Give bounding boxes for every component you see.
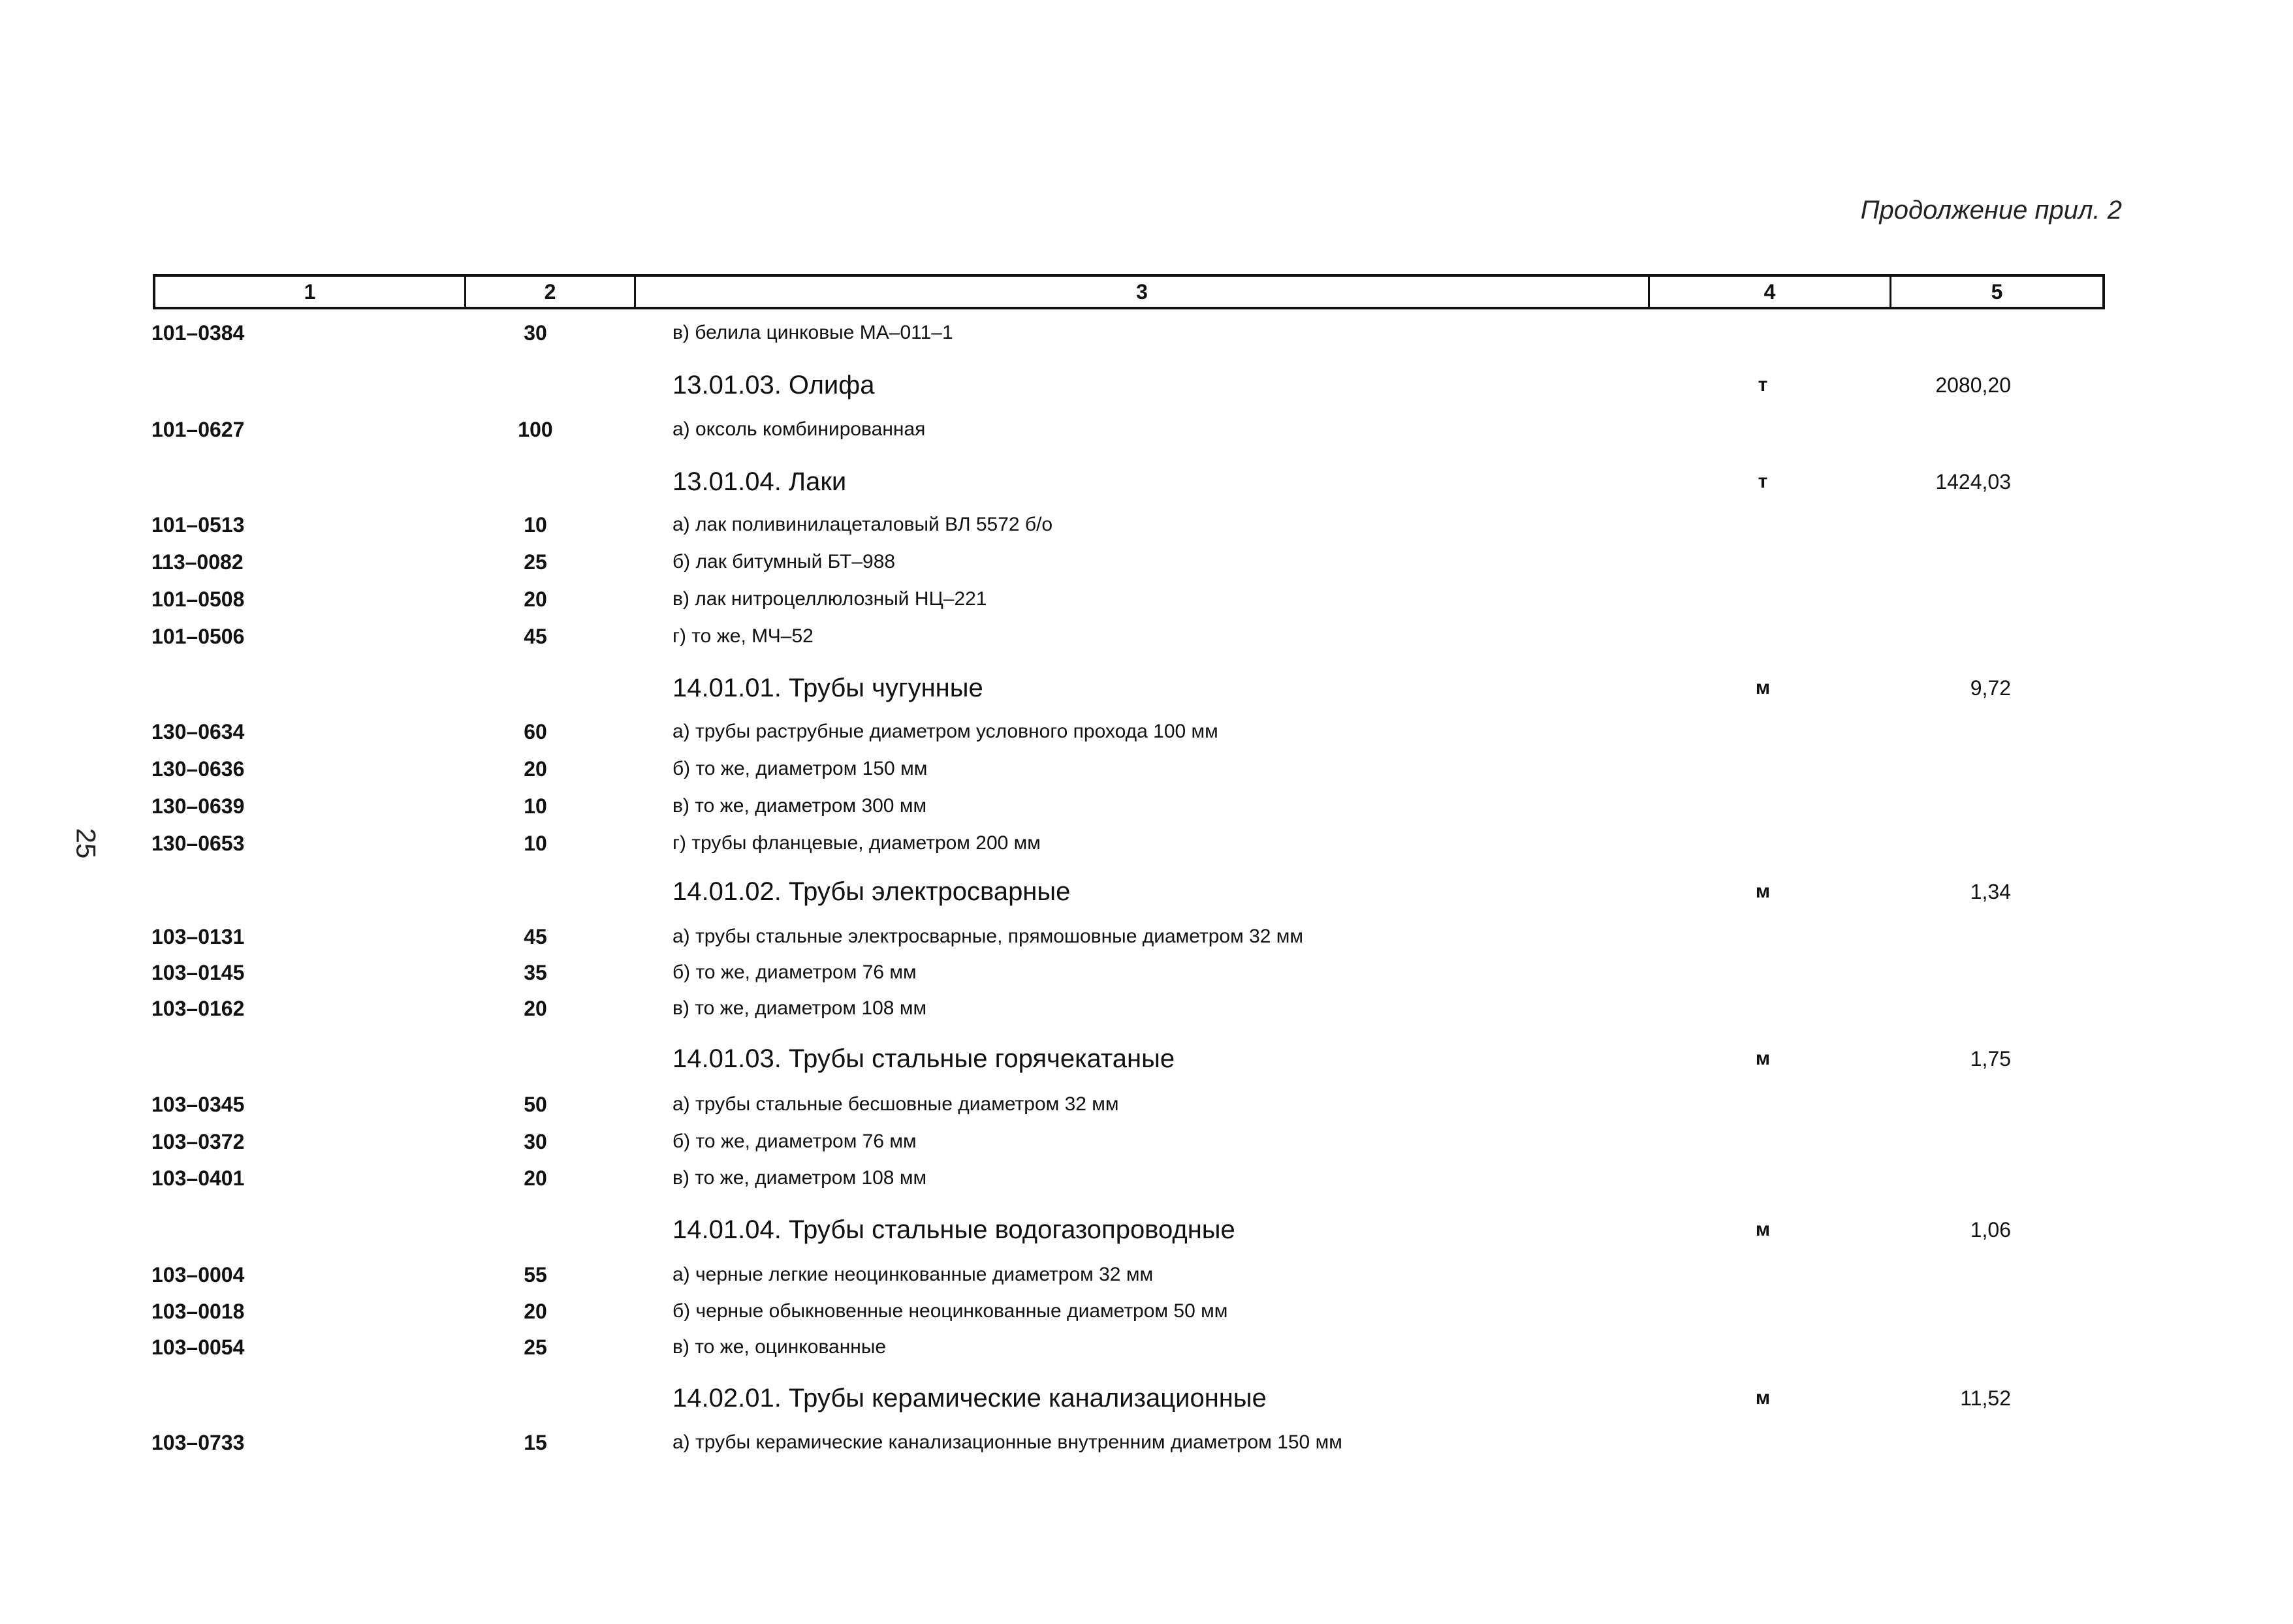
item-code: 130–0634 <box>151 720 245 743</box>
item-code: 103–0401 <box>151 1166 245 1190</box>
item-quantity: 10 <box>524 832 547 855</box>
item-code: 101–0508 <box>151 587 245 611</box>
group-heading-row <box>0 1377 2293 1414</box>
item-name: г) то же, МЧ–52 <box>672 625 814 647</box>
item-code: 130–0639 <box>151 794 245 818</box>
item-code: 101–0384 <box>151 321 245 345</box>
column-header-1: 1 <box>304 279 316 304</box>
item-name: а) черные легкие неоцинкованные диаметром 32 мм <box>672 1264 1154 1285</box>
table-row <box>0 990 2293 1027</box>
item-name: в) то же, диаметром 108 мм <box>672 1167 927 1189</box>
item-quantity: 30 <box>524 321 547 345</box>
group-unit: м <box>1755 677 1771 698</box>
item-name: а) трубы стальные электросварные, прямошовные диаметром 32 мм <box>672 926 1304 947</box>
table-row <box>0 751 2293 787</box>
group-unit: м <box>1755 1387 1771 1409</box>
group-title: 13.01.04. Лаки <box>672 467 847 496</box>
item-name: б) то же, диаметром 76 мм <box>672 1131 917 1152</box>
column-header-4: 4 <box>1648 277 1890 307</box>
group-heading-row <box>0 1038 2293 1074</box>
table-row <box>0 918 2293 955</box>
table-row <box>0 713 2293 750</box>
group-unit: т <box>1758 374 1768 396</box>
item-name: б) черные обыкновенные неоцинкованные диаметром 50 мм <box>672 1300 1228 1322</box>
table-row <box>0 618 2293 655</box>
table-row <box>0 1424 2293 1461</box>
item-code: 130–0636 <box>151 757 245 781</box>
item-name: в) то же, оцинкованные <box>672 1336 887 1358</box>
table-row <box>0 954 2293 991</box>
group-title: 14.01.01. Трубы чугунные <box>672 674 983 702</box>
item-name: б) то же, диаметром 76 мм <box>672 961 917 983</box>
table-row <box>0 1293 2293 1330</box>
item-code: 113–0082 <box>151 550 244 574</box>
group-price: 1,34 <box>1970 880 2011 903</box>
group-price: 1,06 <box>1970 1218 2011 1241</box>
item-code: 101–0627 <box>151 418 245 441</box>
item-quantity: 20 <box>524 997 547 1020</box>
item-quantity: 10 <box>524 794 547 818</box>
item-code: 103–0345 <box>151 1093 245 1116</box>
group-heading-row <box>0 871 2293 907</box>
item-code: 103–0004 <box>151 1263 245 1287</box>
item-code: 103–0054 <box>151 1335 245 1359</box>
group-title: 14.02.01. Трубы керамические канализационные <box>672 1384 1267 1413</box>
column-header-3: 3 <box>634 277 1648 307</box>
group-heading-row <box>0 667 2293 704</box>
item-quantity: 35 <box>524 961 547 984</box>
group-heading-row <box>0 1209 2293 1245</box>
group-title: 13.01.03. Олифа <box>672 371 875 399</box>
item-quantity: 45 <box>524 625 547 648</box>
table-row <box>0 581 2293 617</box>
item-name: а) трубы стальные бесшовные диаметром 32 мм <box>672 1093 1119 1115</box>
item-code: 103–0162 <box>151 997 245 1020</box>
item-name: в) то же, диаметром 300 мм <box>672 795 927 817</box>
item-name: б) то же, диаметром 150 мм <box>672 758 928 779</box>
item-code: 103–0733 <box>151 1431 245 1454</box>
group-title: 14.01.02. Трубы электросварные <box>672 877 1071 906</box>
table-row <box>0 1086 2293 1123</box>
group-title: 14.01.03. Трубы стальные горячекатаные <box>672 1044 1175 1073</box>
group-price: 11,52 <box>1960 1386 2011 1410</box>
item-name: г) трубы фланцевые, диаметром 200 мм <box>672 832 1041 854</box>
item-code: 101–0513 <box>151 513 245 537</box>
item-quantity: 100 <box>518 418 553 441</box>
group-price: 2080,20 <box>1935 373 2011 397</box>
group-heading-row <box>0 364 2293 401</box>
item-quantity: 30 <box>524 1130 547 1153</box>
table-row <box>0 1160 2293 1196</box>
item-name: в) белила цинковые МА–011–1 <box>672 322 953 343</box>
item-name: б) лак битумный БТ–988 <box>672 551 896 572</box>
group-unit: м <box>1755 1219 1771 1240</box>
group-price: 1,75 <box>1970 1047 2011 1070</box>
group-heading-row <box>0 461 2293 497</box>
group-price: 1424,03 <box>1935 470 2011 493</box>
group-unit: м <box>1755 1048 1771 1069</box>
group-unit: т <box>1758 471 1768 492</box>
group-price: 9,72 <box>1970 676 2011 700</box>
item-quantity: 45 <box>524 925 547 948</box>
table-row <box>0 507 2293 543</box>
table-row <box>0 1257 2293 1293</box>
item-code: 103–0145 <box>151 961 245 984</box>
table-row <box>0 544 2293 580</box>
table-header <box>153 274 2105 309</box>
table-row <box>0 315 2293 351</box>
continuation-note: Продолжение прил. 2 <box>1860 196 2122 225</box>
item-code: 103–0131 <box>151 925 245 948</box>
item-name: а) трубы керамические канализационные внутренним диаметром 150 мм <box>672 1431 1342 1453</box>
item-quantity: 15 <box>524 1431 547 1454</box>
table-row <box>0 788 2293 824</box>
item-code: 130–0653 <box>151 832 245 855</box>
item-name: в) лак нитроцеллюлозный НЦ–221 <box>672 588 987 610</box>
item-name: в) то же, диаметром 108 мм <box>672 997 927 1019</box>
table-row <box>0 825 2293 862</box>
item-quantity: 20 <box>524 757 547 781</box>
item-quantity: 60 <box>524 720 547 743</box>
table-row <box>0 411 2293 448</box>
item-name: а) трубы раструбные диаметром условного прохода 100 мм <box>672 721 1218 742</box>
item-code: 101–0506 <box>151 625 245 648</box>
item-quantity: 50 <box>524 1093 547 1116</box>
item-quantity: 25 <box>524 1335 547 1359</box>
item-quantity: 20 <box>524 1300 547 1323</box>
item-code: 103–0372 <box>151 1130 245 1153</box>
page-number: 25 <box>71 828 102 859</box>
table-row <box>0 1329 2293 1366</box>
item-name: а) лак поливинилацеталовый ВЛ 5572 б/о <box>672 514 1053 535</box>
item-quantity: 20 <box>524 1166 547 1190</box>
group-unit: м <box>1755 881 1771 902</box>
column-header-2: 2 <box>464 277 634 307</box>
item-quantity: 10 <box>524 513 547 537</box>
item-name: а) оксоль комбинированная <box>672 418 926 440</box>
item-quantity: 55 <box>524 1263 547 1287</box>
group-title: 14.01.04. Трубы стальные водогазопроводные <box>672 1215 1235 1244</box>
item-code: 103–0018 <box>151 1300 245 1323</box>
column-header-5: 5 <box>1890 277 2102 307</box>
table-row <box>0 1123 2293 1160</box>
item-quantity: 25 <box>524 550 547 574</box>
item-quantity: 20 <box>524 587 547 611</box>
